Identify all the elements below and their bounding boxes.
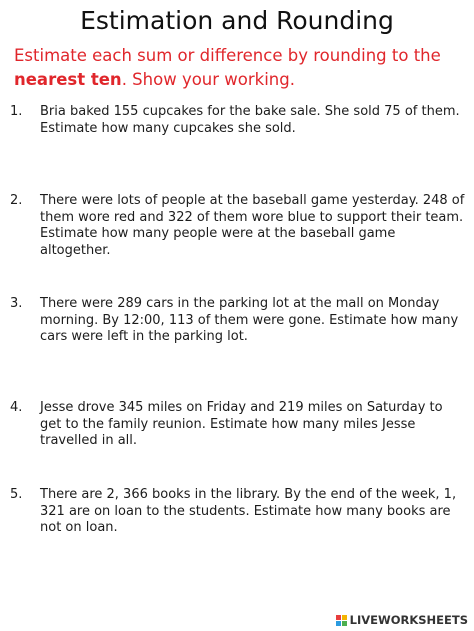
question-text: There are 2, 366 books in the library. By the end of the week, 1, 321 are on loan to the students. Estimate how many books are not on loan. — [40, 487, 457, 535]
logo-square-green — [342, 621, 347, 626]
instructions-emphasis: nearest ten — [14, 70, 122, 89]
logo-square-yellow — [342, 615, 347, 620]
logo-square-red — [336, 615, 341, 620]
question-number: 2. — [10, 193, 23, 208]
question-text: There were lots of people at the baseball game yesterday. 248 of them wore red and 322 of them wore blue to support their team. Estimate how many people were at the baseball game altogether. — [40, 193, 465, 258]
question-number: 4. — [10, 400, 23, 415]
question-number: 5. — [10, 487, 23, 502]
question-number: 1. — [10, 104, 23, 119]
liveworksheets-wordmark: LIVEWORKSHEETS — [349, 613, 468, 627]
question-text: Jesse drove 345 miles on Friday and 219 miles on Saturday to get to the family reunion. Estimate how many miles Jesse travelled in all. — [40, 400, 443, 448]
page-title: Estimation and Rounding — [80, 6, 394, 35]
question-text: Bria baked 155 cupcakes for the bake sale. She sold 75 of them. Estimate how many cupcakes she sold. — [40, 104, 460, 136]
logo-square-blue — [336, 621, 341, 626]
instructions-text-start: Estimate each sum or difference by rounding to the — [14, 46, 441, 65]
question-number: 3. — [10, 296, 23, 311]
liveworksheets-logo[interactable] — [336, 613, 468, 627]
instructions-text-end: . Show your working. — [121, 70, 295, 89]
question-text: There were 289 cars in the parking lot at the mall on Monday morning. By 12:00, 113 of them were gone. Estimate how many cars were left in the parking lot. — [40, 296, 459, 344]
instructions — [14, 44, 464, 92]
liveworksheets-logo-icon — [336, 615, 347, 626]
